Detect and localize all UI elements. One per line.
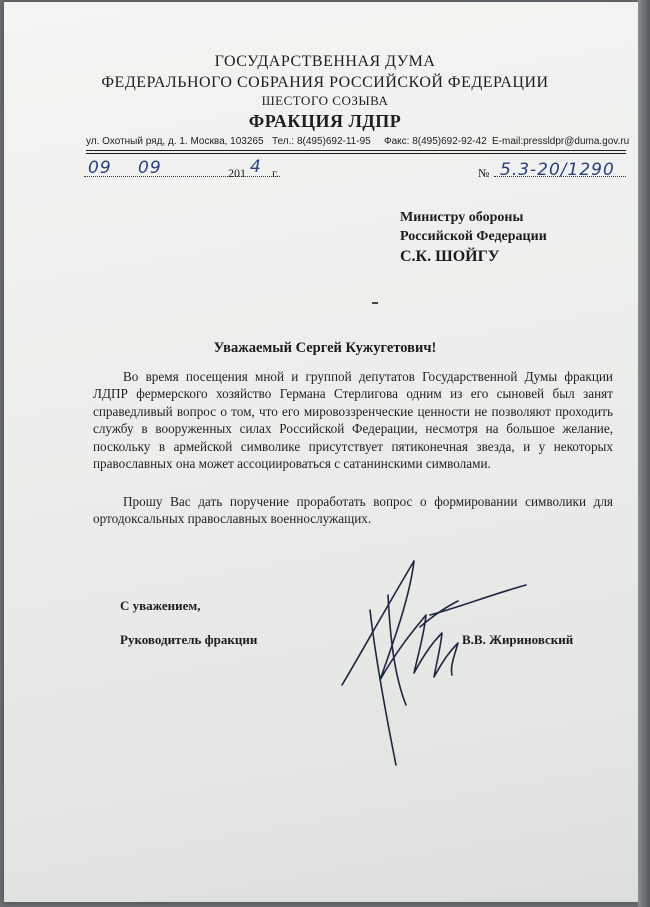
paragraph-1: Во время посещения мной и группой депутатов Государственной Думы фракции ЛДПР фермерского хозяйство Германа Стерлигова одним из его сыновей был занят справедливый вопрос о том, что его мировоззренческие ценности не позволяют проходить службу в вооруженных силах Российской Федерации, несмотря на большое желание, поскольку в армейской символике присутствует пятиконечная звезда, и у некоторых православных она может ассоциироваться с сатанинскими символами. [93,369,613,472]
addressee-name: С.К. ШОЙГУ [400,248,500,265]
page-edge-shadow [638,0,650,907]
letterhead-line-3: ШЕСТОГО СОЗЫВА [261,93,389,108]
handwritten-signature [330,555,540,775]
letterhead-rule-thin [86,153,626,154]
signatory-position: Руководитель фракции [120,632,258,647]
date-year-digit: 4 [250,157,262,177]
letterhead-rule [86,150,626,151]
addressee-line-2: Российской Федерации [400,229,547,244]
paragraph-2: Прошу Вас дать поручение проработать вопрос о формировании символики для ортодоксальных православных военнослужащих. [93,494,613,527]
letterhead-fax: Факс: 8(495)692-92-42 [384,136,487,147]
ink-smudge [372,302,378,304]
faction-title: ФРАКЦИЯ ЛДПР [248,111,402,131]
letterhead-phone: Тел.: 8(495)692-11-95 [272,136,371,147]
letterhead-line-1: ГОСУДАРСТВЕННАЯ ДУМА [214,53,436,70]
date-day: 09 [88,158,112,178]
letterhead-email: E-mail:pressldpr@duma.gov.ru [492,136,630,147]
number-label: № [478,166,490,180]
date-year-prefix: 201 [228,166,246,180]
reference-number: 5.3-20/1290 [500,160,615,180]
date-suffix: г. [272,166,279,180]
closing-regards: С уважением, [120,598,201,613]
addressee-line-1: Министру обороны [400,210,524,225]
date-month: 09 [138,158,162,178]
letterhead-line-2: ФЕДЕРАЛЬНОГО СОБРАНИЯ РОССИЙСКОЙ ФЕДЕРАЦИИ [101,74,549,91]
letterhead-address: ул. Охотный ряд, д. 1. Москва, 103265 [86,136,264,147]
signatory-name: В.В. Жириновский [462,632,574,647]
greeting: Уважаемый Сергей Кужугетович! [213,340,437,356]
